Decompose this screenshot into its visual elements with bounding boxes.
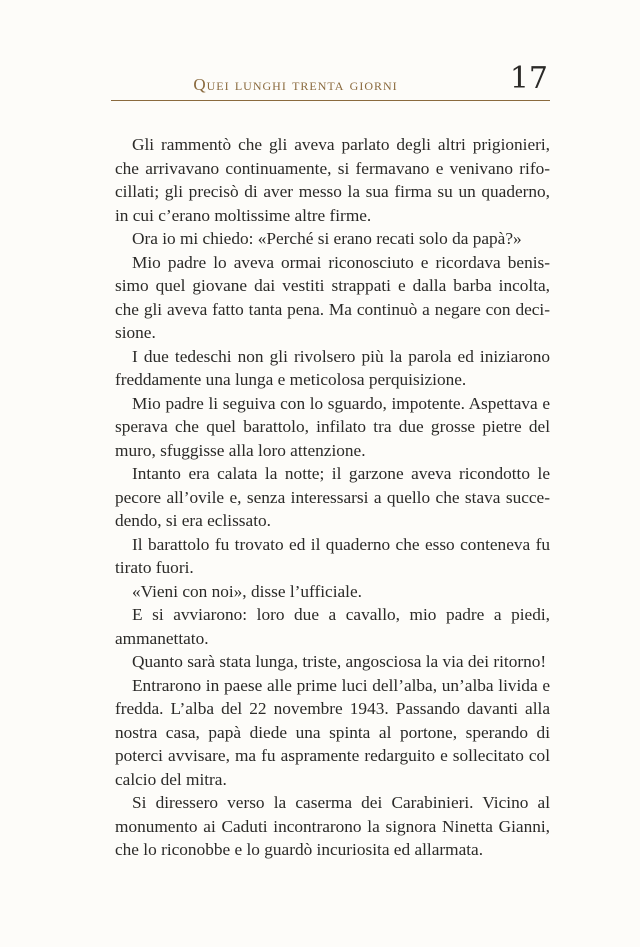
paragraph: E si avviarono: loro due a cavallo, mio padre a piedi, ammanettato.	[115, 605, 550, 648]
paragraph: Gli rammentò che gli aveva parlato degli altri prigionieri, che arrivavano continuamente, si fermavano e venivano rifocillati; gli precisò di aver messo la sua firma su un quaderno, in cui c’erano moltissime altre firme.	[115, 135, 550, 225]
body-text	[115, 133, 550, 862]
running-title: Quei lunghi trenta giorni	[193, 75, 398, 94]
page-number: 17	[509, 61, 548, 96]
header-rule	[111, 100, 550, 101]
paragraph: Intanto era calata la notte; il garzone aveva ricondotto le pecore all’ovile e, senza interessarsi a quello che stava succedendo, si era eclissato.	[115, 464, 550, 530]
paragraph: Si diressero verso la caserma dei Carabinieri. Vicino al monumento ai Caduti incontrarono la signora Ninetta Gianni, che lo riconobbe e lo guardò incuriosita ed allarmata.	[115, 793, 550, 859]
paragraph: Quanto sarà stata lunga, triste, angosciosa la via dei ritorno!	[132, 652, 547, 671]
paragraph: Ora io mi chiedo: «Perché si erano recati solo da papà?»	[132, 229, 522, 248]
paragraph: I due tedeschi non gli rivolsero più la parola ed iniziarono freddamente una lunga e meticolosa perquisizione.	[115, 346, 550, 389]
paragraph: «Vieni con noi», disse l’ufficiale.	[132, 581, 362, 601]
paragraph: Mio padre li seguiva con lo sguardo, impotente. Aspettava e sperava che quel barattolo, infilato tra due grosse pietre del muro, sfuggisse alla loro attenzione.	[115, 393, 550, 460]
paragraph: Entrarono in paese alle prime luci dell’alba, un’alba livida e fredda. L’alba del 22 novembre 1943. Passando davanti alla nostra casa, papà diede una spinta al portone, sperando di poterci avvisare, ma fu aspramente redarguito e sollecitato col calcio del mitra.	[115, 675, 550, 789]
paragraph: Il barattolo fu trovato ed il quaderno che esso conteneva fu tirato fuori.	[115, 534, 550, 577]
running-head	[111, 62, 550, 102]
paragraph: Mio padre lo aveva ormai riconosciuto e ricordava benissimo quel giovane dai vestiti strappati e dalla barba incolta, che gli aveva fatto tanta pena. Ma continuò a negare con decisione.	[115, 252, 550, 342]
